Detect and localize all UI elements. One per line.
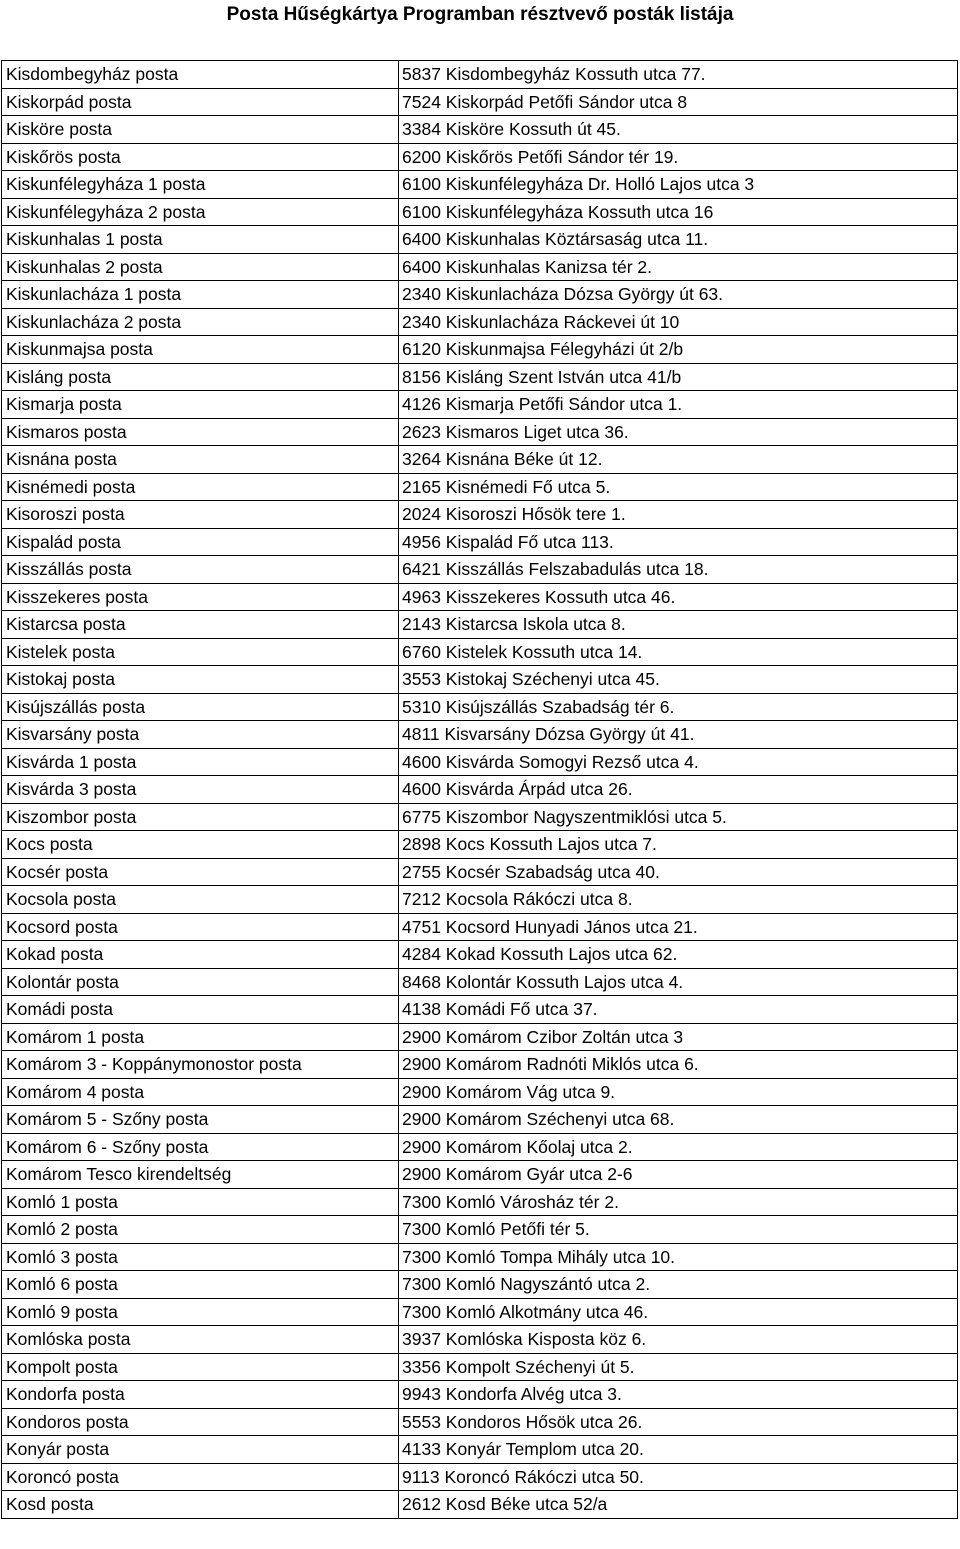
post-office-address: 2165 Kisnémedi Fő utca 5.	[399, 473, 958, 501]
post-office-name: Konyár posta	[2, 1436, 399, 1464]
post-office-address: 2340 Kiskunlacháza Dózsa György út 63.	[399, 281, 958, 309]
post-office-address: 8468 Kolontár Kossuth Lajos utca 4.	[399, 968, 958, 996]
post-office-address: 2340 Kiskunlacháza Ráckevei út 10	[399, 308, 958, 336]
post-office-address: 9943 Kondorfa Alvég utca 3.	[399, 1381, 958, 1409]
table-row	[2, 171, 958, 199]
post-office-address: 2898 Kocs Kossuth Lajos utca 7.	[399, 831, 958, 859]
table-row	[2, 638, 958, 666]
table-row	[2, 281, 958, 309]
table-row	[2, 1491, 958, 1519]
post-office-address: 7300 Komló Alkotmány utca 46.	[399, 1298, 958, 1326]
post-office-name: Kisszállás posta	[2, 556, 399, 584]
table-row	[2, 776, 958, 804]
post-office-address: 2900 Komárom Vág utca 9.	[399, 1078, 958, 1106]
post-office-name: Kisszekeres posta	[2, 583, 399, 611]
table-row	[2, 693, 958, 721]
post-office-name: Komló 6 posta	[2, 1271, 399, 1299]
table-row	[2, 446, 958, 474]
table-row	[2, 143, 958, 171]
post-office-address: 7300 Komló Városház tér 2.	[399, 1188, 958, 1216]
post-office-address: 6400 Kiskunhalas Köztársaság utca 11.	[399, 226, 958, 254]
post-office-address: 5837 Kisdombegyház Kossuth utca 77.	[399, 61, 958, 89]
table-row	[2, 61, 958, 89]
table-row	[2, 391, 958, 419]
post-office-address: 2623 Kismaros Liget utca 36.	[399, 418, 958, 446]
post-office-name: Kondorfa posta	[2, 1381, 399, 1409]
table-row	[2, 418, 958, 446]
post-office-address: 7524 Kiskorpád Petőfi Sándor utca 8	[399, 88, 958, 116]
post-office-address: 6100 Kiskunfélegyháza Dr. Holló Lajos utca 3	[399, 171, 958, 199]
post-office-name: Kistelek posta	[2, 638, 399, 666]
post-office-name: Kismarja posta	[2, 391, 399, 419]
table-row	[2, 803, 958, 831]
post-office-address: 3553 Kistokaj Széchenyi utca 45.	[399, 666, 958, 694]
table-row	[2, 996, 958, 1024]
post-office-address: 9113 Koroncó Rákóczi utca 50.	[399, 1463, 958, 1491]
post-office-name: Kisvárda 1 posta	[2, 748, 399, 776]
post-office-name: Kisvarsány posta	[2, 721, 399, 749]
table-row	[2, 886, 958, 914]
post-office-address: 2900 Komárom Czibor Zoltán utca 3	[399, 1023, 958, 1051]
table-row	[2, 721, 958, 749]
post-office-name: Kismaros posta	[2, 418, 399, 446]
post-office-address: 4956 Kispalád Fő utca 113.	[399, 528, 958, 556]
table-row	[2, 116, 958, 144]
table-row	[2, 1133, 958, 1161]
post-office-name: Kiskunmajsa posta	[2, 336, 399, 364]
post-office-address: 6760 Kistelek Kossuth utca 14.	[399, 638, 958, 666]
post-office-name: Kosd posta	[2, 1491, 399, 1519]
post-office-address: 2900 Komárom Széchenyi utca 68.	[399, 1106, 958, 1134]
post-office-address: 2900 Komárom Kőolaj utca 2.	[399, 1133, 958, 1161]
post-office-address: 7300 Komló Petőfi tér 5.	[399, 1216, 958, 1244]
post-office-name: Kompolt posta	[2, 1353, 399, 1381]
post-office-address: 4963 Kisszekeres Kossuth utca 46.	[399, 583, 958, 611]
table-row	[2, 1408, 958, 1436]
post-office-name: Komárom 5 - Szőny posta	[2, 1106, 399, 1134]
table-row	[2, 226, 958, 254]
post-office-name: Kispalád posta	[2, 528, 399, 556]
table-row	[2, 253, 958, 281]
table-row	[2, 308, 958, 336]
post-office-name: Komárom 3 - Koppánymonostor posta	[2, 1051, 399, 1079]
post-office-name: Kistokaj posta	[2, 666, 399, 694]
table-row	[2, 858, 958, 886]
post-office-address: 6100 Kiskunfélegyháza Kossuth utca 16	[399, 198, 958, 226]
table-row	[2, 1243, 958, 1271]
post-office-name: Kokad posta	[2, 941, 399, 969]
table-row	[2, 1216, 958, 1244]
post-office-address: 5553 Kondoros Hősök utca 26.	[399, 1408, 958, 1436]
post-office-address: 3356 Kompolt Széchenyi út 5.	[399, 1353, 958, 1381]
post-office-address: 4284 Kokad Kossuth Lajos utca 62.	[399, 941, 958, 969]
post-office-address: 3384 Kisköre Kossuth út 45.	[399, 116, 958, 144]
post-office-name: Kisvárda 3 posta	[2, 776, 399, 804]
post-office-name: Kocs posta	[2, 831, 399, 859]
post-office-name: Koroncó posta	[2, 1463, 399, 1491]
post-office-name: Komárom 4 posta	[2, 1078, 399, 1106]
post-office-name: Komárom 6 - Szőny posta	[2, 1133, 399, 1161]
post-office-name: Kiskunhalas 2 posta	[2, 253, 399, 281]
table-row	[2, 913, 958, 941]
post-office-name: Komlóska posta	[2, 1326, 399, 1354]
post-office-name: Kiskunfélegyháza 2 posta	[2, 198, 399, 226]
post-office-address: 6421 Kisszállás Felszabadulás utca 18.	[399, 556, 958, 584]
post-office-name: Kisoroszi posta	[2, 501, 399, 529]
post-office-address: 7300 Komló Nagyszántó utca 2.	[399, 1271, 958, 1299]
post-office-name: Kondoros posta	[2, 1408, 399, 1436]
post-office-address: 2024 Kisoroszi Hősök tere 1.	[399, 501, 958, 529]
table-row	[2, 1106, 958, 1134]
post-office-name: Komárom 1 posta	[2, 1023, 399, 1051]
post-office-name: Kiskunfélegyháza 1 posta	[2, 171, 399, 199]
post-office-address: 3937 Komlóska Kisposta köz 6.	[399, 1326, 958, 1354]
table-row	[2, 1051, 958, 1079]
post-office-address: 2755 Kocsér Szabadság utca 40.	[399, 858, 958, 886]
post-office-address: 4811 Kisvarsány Dózsa György út 41.	[399, 721, 958, 749]
table-row	[2, 831, 958, 859]
post-office-name: Komló 3 posta	[2, 1243, 399, 1271]
post-office-address: 4600 Kisvárda Árpád utca 26.	[399, 776, 958, 804]
post-office-address: 4126 Kismarja Petőfi Sándor utca 1.	[399, 391, 958, 419]
post-office-name: Komló 1 posta	[2, 1188, 399, 1216]
post-office-name: Kiskorpád posta	[2, 88, 399, 116]
post-office-name: Kocsola posta	[2, 886, 399, 914]
table-row	[2, 941, 958, 969]
post-office-name: Kolontár posta	[2, 968, 399, 996]
post-office-table-body	[2, 61, 958, 1519]
post-office-address: 2143 Kistarcsa Iskola utca 8.	[399, 611, 958, 639]
post-office-table	[1, 60, 958, 1519]
post-office-address: 4138 Komádi Fő utca 37.	[399, 996, 958, 1024]
table-row	[2, 1353, 958, 1381]
table-row	[2, 968, 958, 996]
post-office-address: 4133 Konyár Templom utca 20.	[399, 1436, 958, 1464]
table-row	[2, 528, 958, 556]
post-office-address: 2900 Komárom Gyár utca 2-6	[399, 1161, 958, 1189]
post-office-name: Kisköre posta	[2, 116, 399, 144]
post-office-address: 6400 Kiskunhalas Kanizsa tér 2.	[399, 253, 958, 281]
table-row	[2, 611, 958, 639]
post-office-name: Kiskunhalas 1 posta	[2, 226, 399, 254]
table-row	[2, 1078, 958, 1106]
table-row	[2, 1436, 958, 1464]
post-office-name: Kiskőrös posta	[2, 143, 399, 171]
post-office-address: 2612 Kosd Béke utca 52/a	[399, 1491, 958, 1519]
table-row	[2, 1298, 958, 1326]
post-office-name: Komló 2 posta	[2, 1216, 399, 1244]
table-row	[2, 363, 958, 391]
post-office-address: 5310 Kisújszállás Szabadság tér 6.	[399, 693, 958, 721]
post-office-name: Kocsér posta	[2, 858, 399, 886]
document-title: Posta Hűségkártya Programban résztvevő posták listája	[226, 4, 734, 25]
table-row	[2, 473, 958, 501]
post-office-name: Kisláng posta	[2, 363, 399, 391]
post-office-address: 6200 Kiskőrös Petőfi Sándor tér 19.	[399, 143, 958, 171]
post-office-name: Kiszombor posta	[2, 803, 399, 831]
post-office-name: Kisnémedi posta	[2, 473, 399, 501]
post-office-name: Kocsord posta	[2, 913, 399, 941]
post-office-address: 8156 Kisláng Szent István utca 41/b	[399, 363, 958, 391]
table-row	[2, 1161, 958, 1189]
table-row	[2, 336, 958, 364]
table-row	[2, 1326, 958, 1354]
post-office-name: Komárom Tesco kirendeltség	[2, 1161, 399, 1189]
table-row	[2, 1381, 958, 1409]
table-row	[2, 1463, 958, 1491]
table-row	[2, 1023, 958, 1051]
table-row	[2, 501, 958, 529]
post-office-name: Kiskunlacháza 1 posta	[2, 281, 399, 309]
post-office-address: 3264 Kisnána Béke út 12.	[399, 446, 958, 474]
post-office-address: 4600 Kisvárda Somogyi Rezső utca 4.	[399, 748, 958, 776]
table-row	[2, 583, 958, 611]
post-office-address: 6120 Kiskunmajsa Félegyházi út 2/b	[399, 336, 958, 364]
post-office-address: 2900 Komárom Radnóti Miklós utca 6.	[399, 1051, 958, 1079]
post-office-address: 6775 Kiszombor Nagyszentmiklósi utca 5.	[399, 803, 958, 831]
post-office-name: Kisnána posta	[2, 446, 399, 474]
post-office-address: 7300 Komló Tompa Mihály utca 10.	[399, 1243, 958, 1271]
table-row	[2, 1188, 958, 1216]
table-row	[2, 88, 958, 116]
table-row	[2, 666, 958, 694]
post-office-name: Kistarcsa posta	[2, 611, 399, 639]
post-office-name: Kisújszállás posta	[2, 693, 399, 721]
post-office-name: Komádi posta	[2, 996, 399, 1024]
table-row	[2, 198, 958, 226]
post-office-name: Kisdombegyház posta	[2, 61, 399, 89]
post-office-name: Kiskunlacháza 2 posta	[2, 308, 399, 336]
post-office-address: 4751 Kocsord Hunyadi János utca 21.	[399, 913, 958, 941]
table-row	[2, 1271, 958, 1299]
post-office-address: 7212 Kocsola Rákóczi utca 8.	[399, 886, 958, 914]
post-office-name: Komló 9 posta	[2, 1298, 399, 1326]
table-row	[2, 556, 958, 584]
table-row	[2, 748, 958, 776]
